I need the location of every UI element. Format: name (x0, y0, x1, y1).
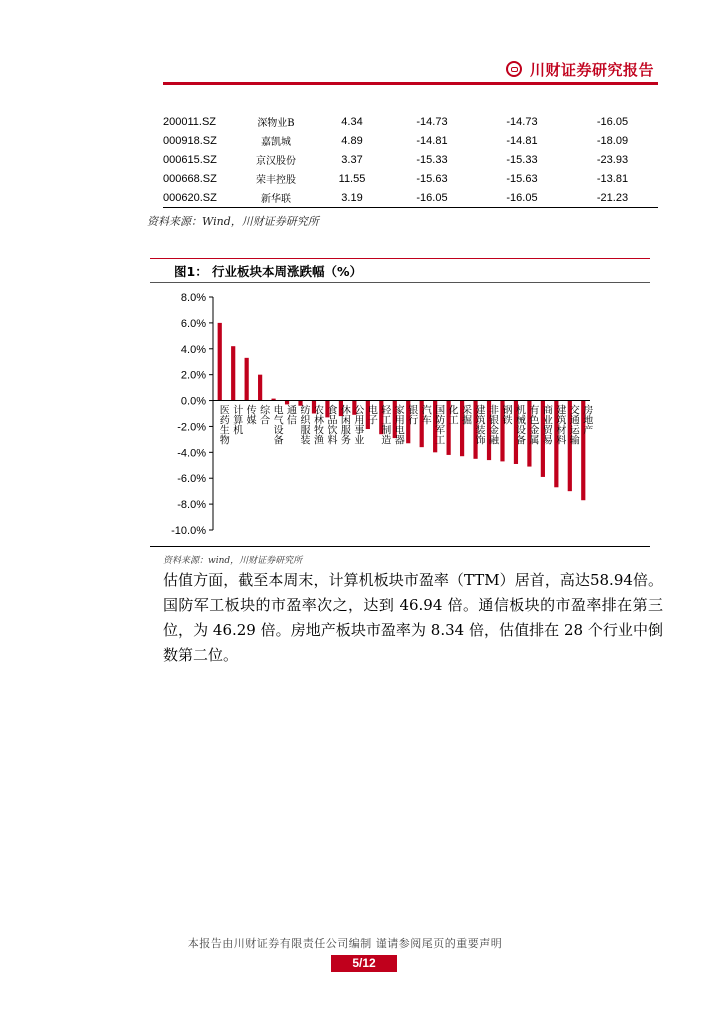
stock-value-2: -15.63 (416, 172, 448, 185)
category-label: 机械设备 (513, 404, 525, 445)
stock-code: 000668.SZ (163, 172, 217, 185)
category-label: 纺织服装 (298, 404, 310, 445)
category-label: 银行 (405, 404, 417, 425)
category-label: 公用事业 (351, 404, 363, 445)
y-tick-label: 8.0% (180, 292, 206, 304)
bar (218, 323, 222, 401)
category-label: 食品饮料 (324, 404, 336, 445)
y-tick-label: 2.0% (180, 369, 206, 382)
stock-name: 深物业B (257, 118, 295, 129)
table-row (163, 169, 658, 188)
stock-value-3: -14.73 (506, 115, 538, 128)
bar (245, 358, 249, 401)
brand-name: 川财证券研究报告 (529, 60, 654, 79)
category-label: 休闲服务 (338, 404, 350, 445)
y-tick-label: 4.0% (180, 343, 206, 356)
category-label: 交通运输 (567, 404, 579, 445)
category-label: 汽车 (419, 404, 431, 425)
category-label: 化工 (446, 404, 458, 425)
category-label: 非银金融 (486, 404, 498, 445)
stock-value-4: -21.23 (567, 188, 658, 208)
stock-code: 200011.SZ (163, 115, 217, 128)
y-tick-label: -4.0% (177, 447, 206, 460)
brand-logo-icon (506, 61, 522, 77)
y-tick-label: 6.0% (180, 317, 206, 330)
stock-name: 新华联 (235, 188, 317, 208)
header-rule (163, 82, 658, 85)
stock-value-1: 4.34 (341, 115, 363, 128)
footer-disclaimer: 本报告由川财证券有限责任公司编制 谨请参阅尾页的重要声明 (187, 937, 503, 950)
stock-value-3: -15.33 (506, 153, 538, 166)
stock-value-3: -14.81 (506, 134, 538, 147)
category-label: 计算机 (230, 404, 242, 435)
stock-name: 荣丰控股 (256, 175, 296, 186)
stock-value-2: -16.05 (387, 188, 477, 208)
y-tick-label: -10.0% (171, 525, 206, 537)
y-tick-label: -8.0% (177, 499, 206, 512)
y-tick-label: 0.0% (180, 395, 206, 408)
stock-value-1: 3.19 (317, 188, 387, 208)
category-label: 有色金属 (526, 404, 538, 445)
table-row (163, 131, 658, 150)
stock-value-4: -16.05 (596, 115, 629, 128)
stock-value-4: -23.93 (596, 153, 629, 166)
category-label: 综合 (257, 404, 269, 425)
industry-bar-chart (150, 284, 650, 544)
stock-value-1: 4.89 (341, 134, 363, 147)
table-source: 资料来源：Wind，川财证券研究所 (147, 215, 319, 228)
stock-code: 000918.SZ (163, 134, 217, 147)
stock-table (163, 112, 658, 208)
category-label: 通信 (284, 404, 296, 425)
y-tick-label: -2.0% (177, 421, 206, 434)
stock-value-4: -13.81 (596, 172, 629, 185)
valuation-paragraph: 估值方面，截至本周末，计算机板块市盈率（TTM）居首，高达58.94倍。国防军工板块的市盈率次之，达到 46.94 倍。通信板块的市盈率排在第三位，为 46.29 倍。房地产板块市盈率为 8.34 倍，估值排在 28 个行业中倒数第二位。 (163, 571, 663, 664)
category-label: 商业贸易 (540, 404, 552, 445)
stock-value-4: -18.09 (596, 134, 629, 147)
figure-source: 资料来源：wind，川财证券研究所 (163, 556, 303, 566)
header-brand (506, 58, 654, 80)
stock-value-2: -15.33 (416, 153, 448, 166)
figure-title: 图1： 行业板块本周涨跌幅（%） (174, 264, 363, 279)
category-label: 传媒 (244, 404, 256, 425)
stock-name: 京汉股份 (256, 156, 296, 167)
y-tick-label: -6.0% (177, 473, 206, 486)
table-row (163, 150, 658, 169)
category-label: 家用电器 (392, 404, 404, 445)
category-label: 房地产 (580, 404, 592, 435)
category-label: 医药生物 (217, 404, 229, 445)
stock-value-1: 3.37 (341, 153, 363, 166)
figure-bottom-rule (150, 546, 650, 547)
category-label: 电气设备 (271, 404, 283, 445)
category-label: 建筑装饰 (473, 404, 485, 445)
figure-top-rule (150, 258, 650, 259)
table-row (163, 188, 658, 208)
stock-value-2: -14.81 (416, 134, 448, 147)
stock-code: 000620.SZ (163, 188, 235, 208)
stock-code: 000615.SZ (163, 153, 217, 166)
stock-value-3: -16.05 (477, 188, 567, 208)
page-number: 5/12 (331, 955, 397, 972)
category-label: 钢铁 (499, 404, 511, 425)
category-label: 电子 (365, 404, 377, 425)
stock-value-2: -14.73 (416, 115, 448, 128)
bar (231, 346, 235, 400)
stock-name: 嘉凯城 (261, 137, 291, 148)
category-label: 采掘 (459, 404, 471, 425)
stock-value-3: -15.63 (506, 172, 538, 185)
category-label: 国防军工 (432, 404, 444, 445)
category-label: 建筑材料 (553, 404, 565, 445)
figure-title-rule (150, 282, 650, 283)
bar (258, 375, 262, 401)
category-label: 轻工制造 (378, 404, 390, 445)
stock-value-1: 11.55 (338, 172, 366, 185)
category-label: 农林牧渔 (311, 404, 323, 445)
table-row (163, 112, 658, 131)
